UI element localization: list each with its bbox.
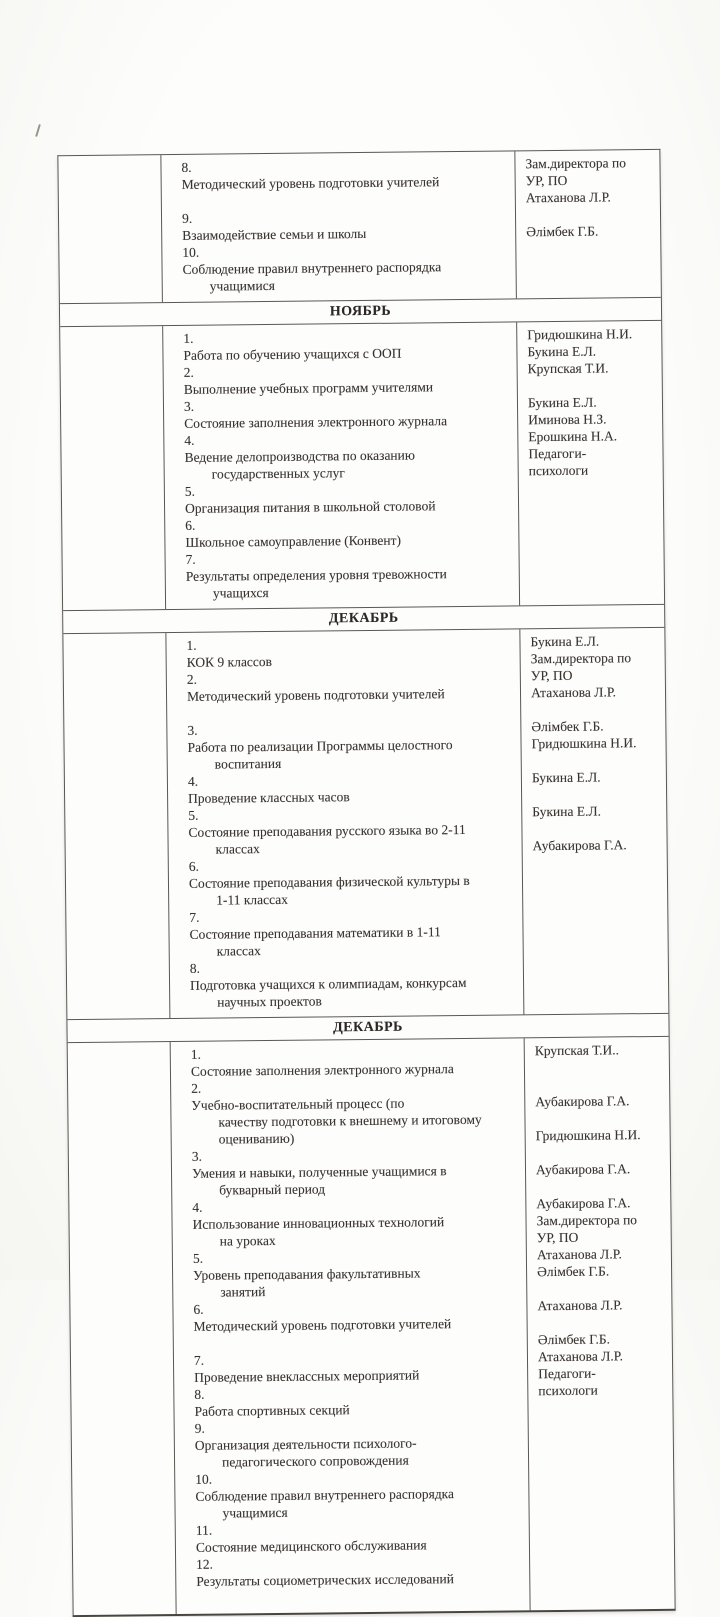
responsible-name: Букина Е.Л. [531, 769, 601, 786]
responsible-cell [514, 150, 661, 299]
responsible-name: Зам.директора по [525, 155, 627, 172]
task-line [191, 1110, 518, 1130]
task-text: Методический уровень подготовки учителей [181, 174, 440, 192]
responsible-name: Атаханова Л.Р. [536, 1246, 622, 1263]
task-number: 8. [181, 159, 192, 175]
task-number: 1. [183, 330, 194, 346]
responsible-name: Букина Е.Л. [527, 343, 597, 360]
responsible-name: Педагоги- [538, 1365, 596, 1382]
blank-line [536, 1177, 666, 1195]
task-number: 12. [196, 1556, 214, 1572]
responsible-name: Гридюшкина Н.И. [535, 1127, 641, 1144]
task-text: на уроках [219, 1232, 276, 1249]
task-text: Ведение делопроизводства по оказанию [184, 447, 416, 465]
responsible-name: Әлімбек Г.Б. [537, 1331, 611, 1348]
task-number: 10. [195, 1471, 213, 1487]
month-header: НОЯБРЬ [60, 297, 661, 326]
task-line [187, 718, 514, 755]
task-number: 4. [187, 773, 199, 789]
task-line [183, 274, 510, 294]
task-text: Школьное самоуправление (Конвент) [185, 532, 402, 550]
left-column-cell [63, 633, 170, 1019]
blank-line [531, 700, 661, 718]
task-text: Проведение внеклассных мероприятий [194, 1367, 420, 1385]
task-line [186, 547, 513, 584]
task-line [184, 394, 511, 431]
task-line [186, 581, 513, 601]
task-number: 6. [188, 858, 200, 874]
responsible-name: Аубакирова Г.А. [535, 1161, 631, 1178]
blank-line [535, 1058, 665, 1076]
task-text: Подготовка учащихся к олимпиадам, конкурсам [189, 974, 467, 993]
blank-line [536, 1143, 666, 1161]
responsible-cell [516, 321, 664, 606]
blank-line [526, 205, 656, 223]
task-text: Соблюдение правил внутреннего распорядка [182, 259, 442, 277]
control-plan-table [57, 149, 675, 1617]
task-text: Состояние медицинского обслуживания [195, 1537, 427, 1555]
left-column-cell [58, 155, 163, 303]
task-text: воспитания [214, 755, 282, 772]
task-text: Состояние преподавания математики в 1-11 [189, 924, 441, 942]
task-text: оцениванию) [218, 1130, 295, 1147]
task-line [181, 155, 508, 192]
responsible-name: Ерошкина Н.А. [528, 428, 618, 445]
task-text: КОК 9 классов [186, 653, 273, 670]
task-number: 5. [188, 807, 199, 823]
task-number: 2. [186, 671, 198, 687]
task-line [182, 206, 509, 243]
task-number: 5. [192, 1250, 204, 1266]
task-text: учащихся [212, 585, 269, 601]
task-text: учащимися [209, 277, 275, 294]
task-text: Работа по обучению учащихся с ООП [183, 345, 402, 363]
blank-line [535, 1109, 665, 1127]
task-text: Методический уровень подготовки учителей [193, 1316, 452, 1334]
task-text: Уровень преподавания факультативных [193, 1265, 421, 1283]
task-text: педагогического сопровождения [221, 1452, 409, 1470]
section-row-previous-month-continuation [58, 150, 661, 303]
task-text: Умения и навыки, полученные учащимися в [191, 1163, 447, 1181]
task-number: 10. [182, 244, 200, 260]
task-text: Соблюдение правил внутреннего распорядка [195, 1486, 455, 1504]
task-text: Работа по реализации Программы целостного [187, 737, 453, 755]
responsible-name: УР, ПО [525, 172, 568, 189]
month-header: ДЕКАБРЬ [63, 604, 664, 633]
task-line [186, 633, 513, 670]
task-line [184, 428, 511, 465]
responsible-name: Әлімбек Г.Б. [526, 223, 599, 240]
task-line [188, 769, 515, 806]
task-text [196, 1586, 523, 1606]
task-text: Состояние преподавания физической культуры в [188, 872, 470, 891]
task-text: Методический уровень подготовки учителей [186, 686, 445, 704]
responsible-name: Букина Е.Л. [527, 394, 597, 411]
task-text: Организация деятельности психолого- [194, 1435, 417, 1453]
responsible-name: Гридюшкина Н.И. [531, 735, 637, 752]
task-text: Взаимодействие семьи и школы [182, 225, 367, 243]
task-number: 5. [184, 483, 196, 499]
task-line [185, 479, 512, 516]
task-text: Работа спортивных секций [194, 1402, 350, 1419]
task-number: 9. [181, 210, 193, 226]
task-text: занятий [220, 1284, 266, 1300]
task-number: 2. [183, 364, 194, 380]
task-text: Состояние заполнения электронного журнала [190, 1061, 454, 1079]
task-number: 2. [191, 1080, 202, 1096]
handwritten-page-mark [35, 124, 41, 137]
task-number: 6. [185, 517, 196, 533]
task-line [184, 360, 511, 397]
task-line [183, 326, 510, 363]
task-list-cell [163, 322, 519, 609]
responsible-name: Букина Е.Л. [530, 633, 600, 650]
blank-line [535, 1075, 665, 1093]
task-line [194, 1382, 521, 1419]
task-number: 8. [189, 960, 201, 976]
task-text: Состояние заполнения электронного журнала [184, 413, 448, 431]
task-list-cell [161, 151, 516, 302]
task-number: 6. [193, 1301, 204, 1317]
section-row-december-section-1 [63, 627, 668, 1019]
task-text: классах [216, 943, 261, 959]
task-list-cell [171, 1038, 530, 1614]
task-line [195, 1416, 522, 1453]
task-line [195, 1467, 522, 1504]
task-text: букварный период [219, 1181, 326, 1198]
responsible-name: УР, ПО [530, 667, 573, 684]
task-text: Использование инновационных технологий [192, 1214, 445, 1232]
task-text: Организация питания в школьной столовой [184, 498, 436, 516]
task-number: 1. [186, 637, 197, 653]
responsible-name: Аубакирова Г.А. [532, 837, 627, 854]
responsible-name: психологи [528, 462, 589, 479]
responsible-name: Әлімбек Г.Б. [537, 1263, 610, 1280]
task-number: 3. [191, 1148, 203, 1164]
responsible-name: психологи [538, 1382, 598, 1399]
task-text: Результаты определения уровня тревожности [185, 566, 447, 584]
responsible-name: Әлімбек Г.Б. [531, 718, 604, 735]
responsible-name: Крупская Т.И.. [534, 1042, 620, 1059]
task-text: Учебно-воспитательный процесс (по [191, 1095, 405, 1113]
blank-line [528, 376, 658, 394]
task-line [185, 513, 512, 550]
responsible-name: Атаханова Л.Р. [537, 1297, 623, 1314]
task-text: Состояние преподавания русского языка во 2-11 [188, 821, 466, 840]
responsible-name: Гридюшкина Н.И. [527, 326, 633, 343]
task-number: 3. [183, 398, 195, 414]
task-line [193, 1297, 520, 1334]
task-line [192, 1144, 519, 1181]
task-number: 4. [184, 432, 195, 448]
task-text: учащимися [222, 1504, 288, 1521]
blank-line [533, 853, 663, 871]
responsible-name: Атаханова Л.Р. [530, 684, 617, 701]
section-row-december-section-2 [68, 1036, 675, 1615]
task-line [191, 1076, 518, 1113]
task-number: 7. [193, 1352, 205, 1368]
task-line [196, 1518, 523, 1555]
task-line [188, 803, 515, 840]
blank-line [196, 1586, 523, 1606]
responsible-name: Крупская Т.И. [527, 360, 609, 377]
responsible-name: Атаханова Л.Р. [537, 1348, 624, 1365]
task-line [192, 1195, 519, 1232]
task-text: Проведение классных часов [188, 789, 350, 806]
task-list-cell [166, 629, 523, 1018]
responsible-name: Аубакирова Г.А. [535, 1093, 630, 1110]
task-text: классах [215, 841, 260, 857]
responsible-name: Иминова Н.З. [528, 411, 607, 428]
task-number: 8. [194, 1386, 205, 1402]
left-column-cell [68, 1042, 177, 1615]
task-line [193, 1246, 520, 1283]
responsible-name: Педагоги- [528, 445, 587, 462]
blank-line [538, 1313, 668, 1331]
task-number: 7. [189, 909, 200, 925]
blank-line [532, 785, 662, 803]
task-line [196, 1552, 523, 1589]
responsible-name: Букина Е.Л. [532, 803, 602, 820]
responsible-name: Зам.директора по [536, 1212, 638, 1229]
task-text: Результаты социометрических исследований [196, 1571, 455, 1589]
task-line [191, 1042, 518, 1079]
responsible-name: Атаханова Л.Р. [525, 189, 611, 206]
task-number: 3. [187, 722, 198, 738]
task-number: 9. [194, 1420, 205, 1436]
task-line [190, 990, 517, 1010]
blank-line [537, 1279, 667, 1297]
responsible-name: Зам.директора по [530, 650, 632, 667]
task-text: государственных услуг [211, 465, 345, 482]
left-column-cell [60, 326, 166, 610]
task-line [182, 240, 509, 277]
blank-line [532, 819, 662, 837]
task-number: 4. [192, 1199, 203, 1215]
responsible-cell [524, 1037, 675, 1610]
month-header: ДЕКАБРЬ [67, 1013, 668, 1042]
task-number: 7. [185, 551, 196, 567]
responsible-cell [519, 628, 668, 1014]
task-line [189, 854, 516, 891]
task-line [187, 667, 514, 704]
task-text: качеству подготовки к внешнему и итоговому [218, 1111, 482, 1130]
blank-line [532, 751, 662, 769]
task-number: 1. [190, 1046, 201, 1062]
task-line [190, 956, 517, 993]
section-row-november-section [60, 320, 664, 610]
task-number: 11. [195, 1522, 213, 1538]
task-text: Выполнение учебных программ учителями [183, 379, 434, 397]
task-line [189, 905, 516, 942]
task-text: 1-11 классах [216, 891, 289, 908]
responsible-name: Аубакирова Г.А. [536, 1195, 631, 1212]
responsible-name: УР, ПО [536, 1229, 579, 1246]
task-line [194, 1348, 521, 1385]
task-text: научных проектов [217, 993, 322, 1010]
